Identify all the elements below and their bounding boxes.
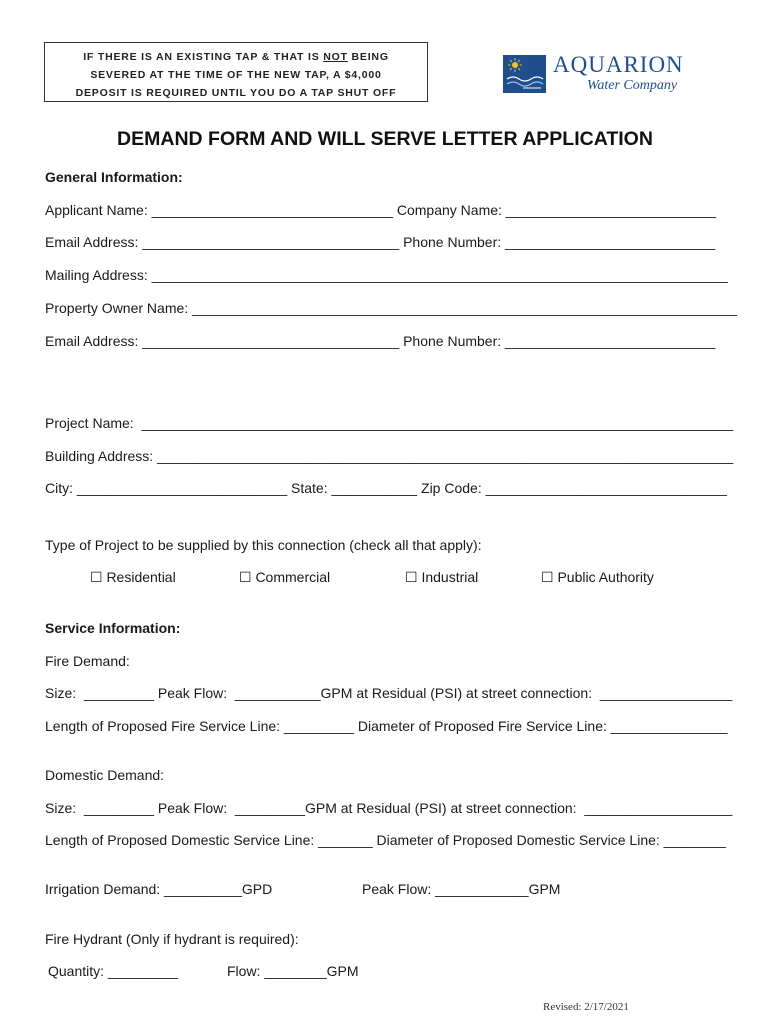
city-state-zip-field-line[interactable]: City: ___________________________ State: ___________ Zip Code: _______________________________ [45,480,727,496]
notice-line-3: DEPOSIT IS REQUIRED UNTIL YOU DO A TAP SHUT OFF [75,87,397,99]
residential-checkbox[interactable]: ☐ Residential [90,569,176,585]
form-title: DEMAND FORM AND WILL SERVE LETTER APPLICATION [117,128,653,150]
domestic-demand-label: Domestic Demand: [45,767,165,783]
sun-water-logo-icon [503,55,546,93]
logo-company-subtitle: Water Company [587,78,678,93]
fire-size-flow-field-line[interactable]: Size: _________ Peak Flow: ___________GPM at Residual (PSI) at street connection: _________________ [45,685,733,701]
general-information-heading: General Information: [45,169,183,185]
mailing-address-field-line[interactable]: Mailing Address: __________________________________________________________________________ [45,267,728,283]
project-name-field-line[interactable]: Project Name: ____________________________________________________________________________ [45,415,734,431]
hydrant-flow-field[interactable]: Flow: ________GPM [227,963,359,979]
project-type-prompt: Type of Project to be supplied by this connection (check all that apply): [45,537,482,553]
applicant-company-field-line[interactable]: Applicant Name: _______________________________ Company Name: ___________________________ [45,202,717,218]
fire-demand-label: Fire Demand: [45,653,130,669]
building-address-field-line[interactable]: Building Address: __________________________________________________________________________ [45,448,734,464]
industrial-checkbox[interactable]: ☐ Industrial [405,569,479,585]
property-owner-field-line[interactable]: Property Owner Name: ______________________________________________________________________ [45,300,738,316]
public-authority-checkbox[interactable]: ☐ Public Authority [541,569,654,585]
hydrant-quantity-field[interactable]: Quantity: _________ [48,963,178,979]
domestic-size-flow-field-line[interactable]: Size: _________ Peak Flow: _________GPM at Residual (PSI) at street connection: ___________________ [45,800,733,816]
tap-deposit-notice [44,42,428,102]
owner-email-phone-field-line[interactable]: Email Address: _________________________________ Phone Number: ___________________________ [45,333,716,349]
fire-length-diameter-field-line[interactable]: Length of Proposed Fire Service Line: _________ Diameter of Proposed Fire Service Line: _______________ [45,718,728,734]
aquarion-logo [503,54,699,94]
email-phone-field-line[interactable]: Email Address: _________________________________ Phone Number: ___________________________ [45,234,716,250]
notice-underlined-word: NOT [323,51,348,63]
fire-hydrant-label: Fire Hydrant (Only if hydrant is required): [45,931,299,947]
service-information-heading: Service Information: [45,620,181,636]
irrigation-peak-flow-field[interactable]: Peak Flow: ____________GPM [362,881,561,897]
notice-line-1: IF THERE IS AN EXISTING TAP & THAT IS NOT BEING [83,51,389,63]
logo-company-name: AQUARION [553,52,684,77]
irrigation-demand-field[interactable]: Irrigation Demand: __________GPD [45,881,273,897]
domestic-length-diameter-field-line[interactable]: Length of Proposed Domestic Service Line: _______ Diameter of Proposed Domestic Service Line: ________ [45,832,726,848]
revised-date: Revised: 2/17/2021 [543,1001,629,1013]
commercial-checkbox[interactable]: ☐ Commercial [239,569,331,585]
notice-line-2: SEVERED AT THE TIME OF THE NEW TAP, A $4,000 [90,69,382,81]
